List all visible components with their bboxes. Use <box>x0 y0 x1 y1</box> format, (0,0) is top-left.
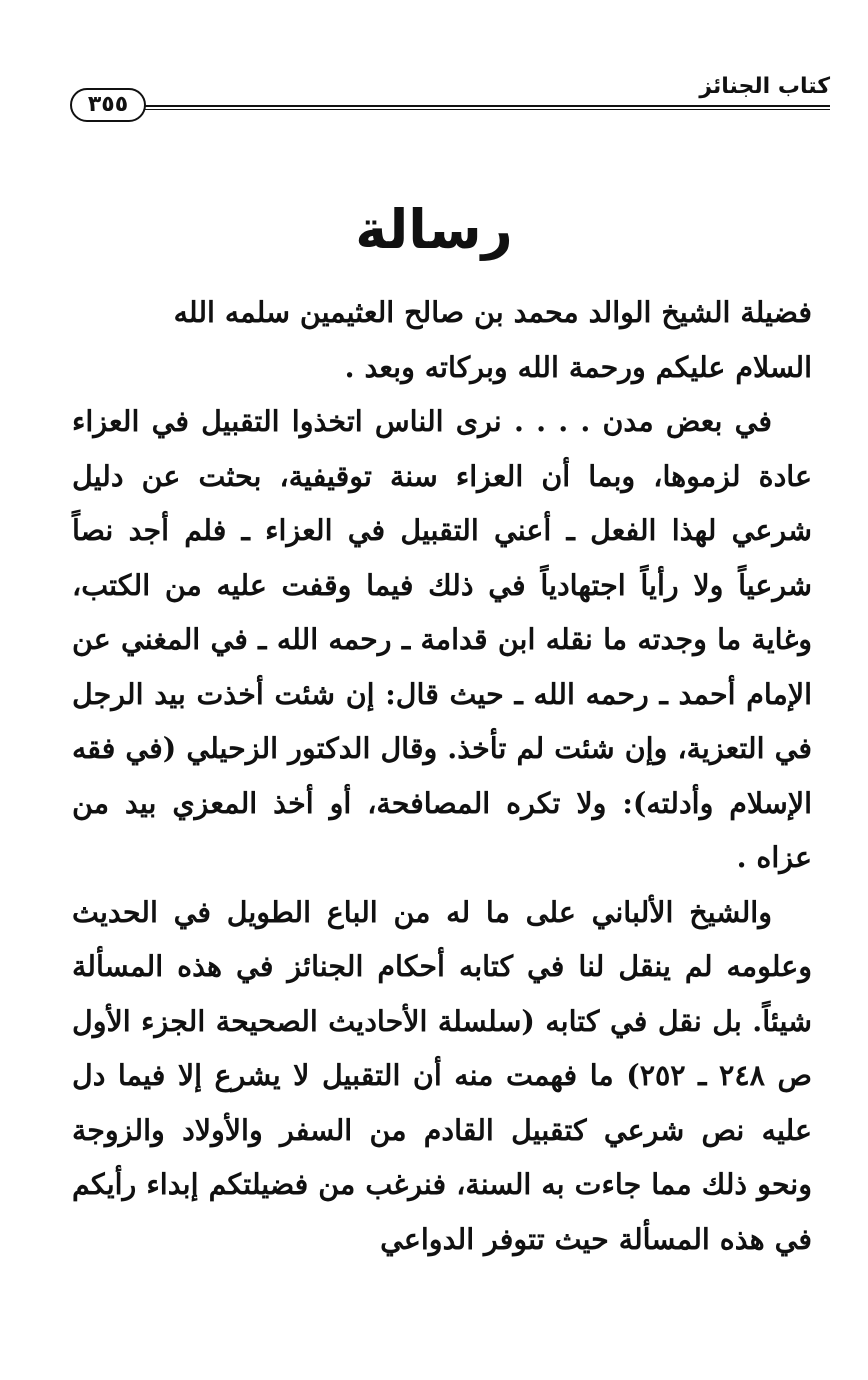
document-title: رسالة <box>355 198 513 261</box>
running-header <box>70 72 830 122</box>
page-number: ٣٥٥ <box>70 88 146 122</box>
paragraph-1: في بعض مدن . . . . نرى الناس اتخذوا التقبيل في العزاء عادة لزموها، وبما أن العزاء سنة توقيفية، بحثت عن دليل شرعي لهذا الفعل ـ أعني التقبيل في العزاء ـ فلم أجد نصاً شرعياً ولا رأياً اجتهادياً في ذلك فيما وقفت عليه من الكتب، وغاية ما وجدته ما نقله ابن قدامة ـ رحمه الله ـ في المغني عن الإمام أحمد ـ رحمه الله ـ حيث قال: إن شئت أخذت بيد الرجل في التعزية، وإن شئت لم تأخذ. وقال الدكتور الزحيلي (في فقه الإسلام وأدلته): ولا تكره المصافحة، أو أخذ المعزي بيد من عزاه . <box>72 404 812 874</box>
header-rule <box>130 105 830 110</box>
greeting-line: السلام عليكم ورحمة الله وبركاته وبعد . <box>344 349 812 384</box>
salutation-line: فضيلة الشيخ الوالد محمد بن صالح العثيمين سلمه الله <box>173 295 812 329</box>
book-title: كتاب الجنائز <box>699 74 830 99</box>
paragraph-2: والشيخ الألباني على ما له من الباع الطويل في الحديث وعلومه لم ينقل لنا في كتابه أحكام الجنائز في هذه المسألة شيئاً. بل نقل في كتابه (سلسلة الأحاديث الصحيحة الجزء الأول ص ٢٤٨ ـ ٢٥٢) ما فهمت منه أن التقبيل لا يشرع إلا فيما دل عليه نص شرعي كتقبيل القادم من السفر والأولاد والزوجة ونحو ذلك مما جاءت به السنة، فنرغب من فضيلتكم إبداء رأيكم في هذه المسألة حيث تتوفر الدواعي <box>72 894 812 1256</box>
letter-body <box>72 285 812 1266</box>
